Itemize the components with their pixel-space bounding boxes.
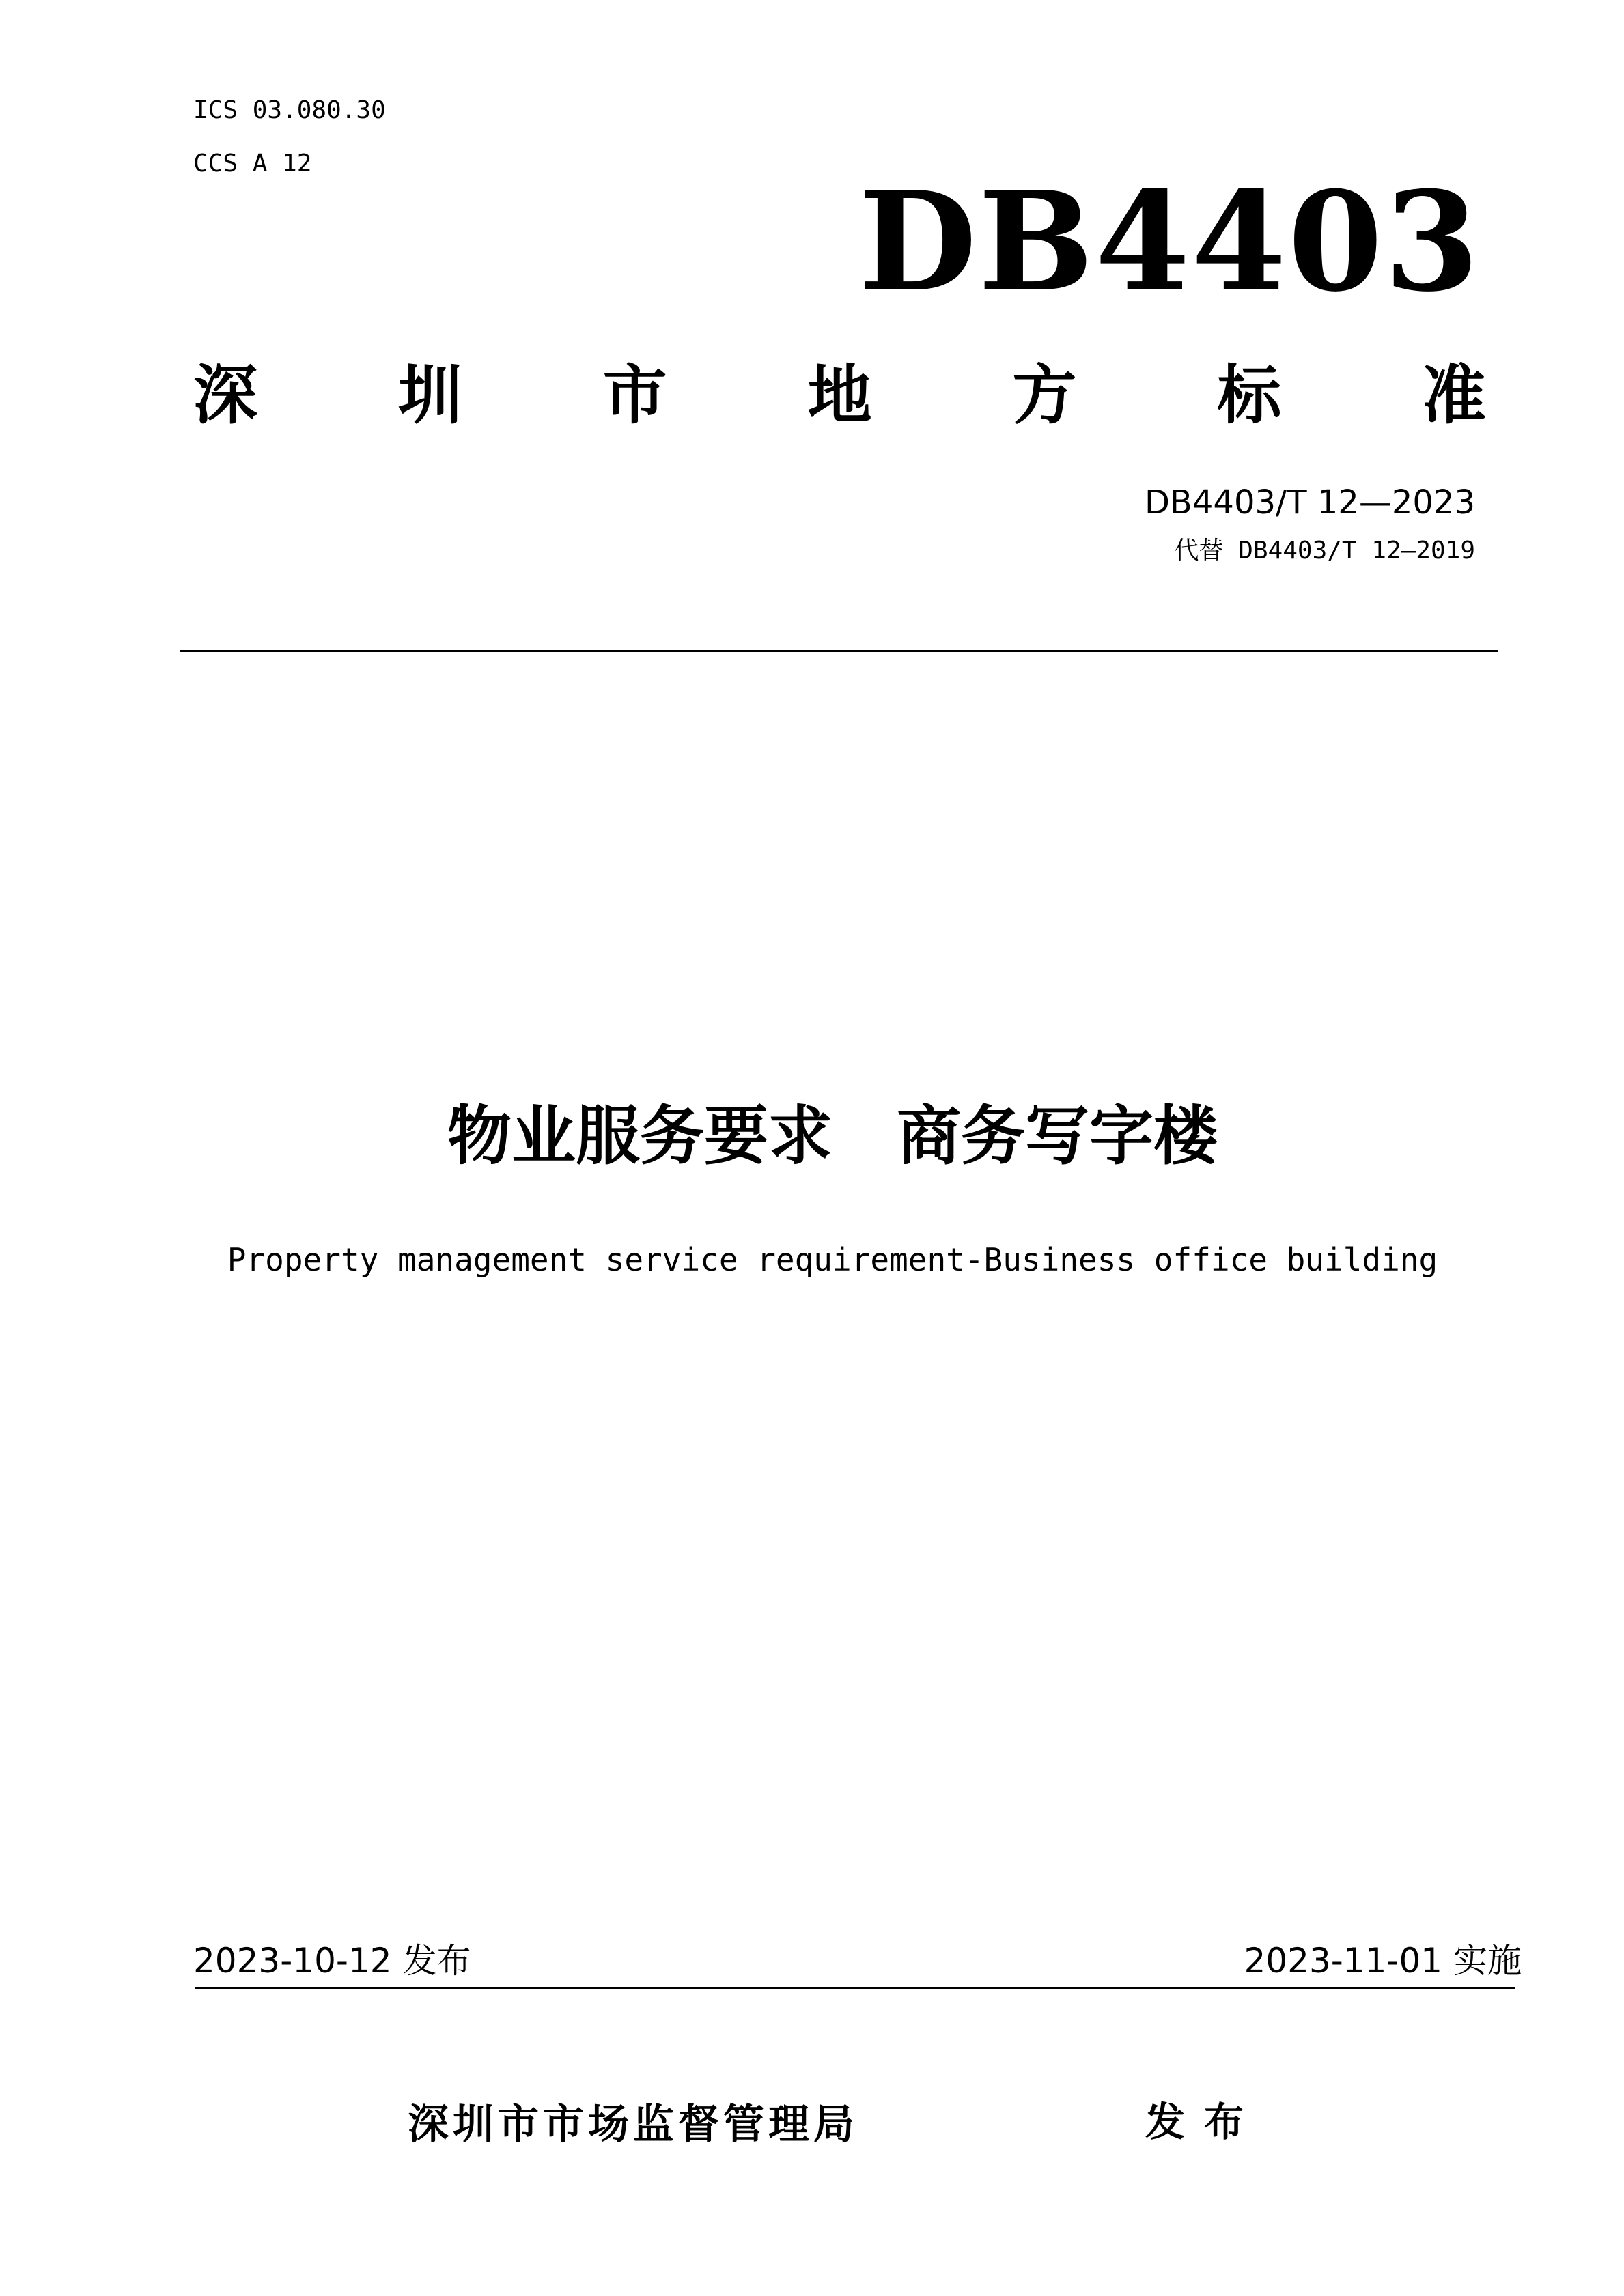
header-divider <box>180 650 1498 652</box>
standard-type-heading <box>193 358 1486 434</box>
issuing-authority: 深圳市市场监督管理局 <box>408 2101 858 2149</box>
standard-type-char: 标 <box>1217 358 1282 433</box>
replaces-standard: 代替 DB4403/T 12—2019 <box>1174 537 1475 565</box>
standard-type-char: 圳 <box>397 358 462 433</box>
standard-type-char: 方 <box>1012 358 1077 433</box>
standard-type-char: 市 <box>602 358 667 433</box>
issue-label: 发布 <box>1145 2099 1263 2145</box>
issue-date: 2023-10-12 发布 <box>193 1941 471 1981</box>
ccs-code: CCS A 12 <box>193 150 312 178</box>
implementation-date: 2023-11-01 实施 <box>1244 1941 1522 1981</box>
footer-divider <box>195 1987 1515 1989</box>
standard-code-logo: DB4403 <box>858 162 1481 322</box>
ics-code: ICS 03.080.30 <box>193 96 386 124</box>
document-title-english: Property management service requirement-Business office building <box>227 1241 1438 1278</box>
standard-type-char: 地 <box>807 358 872 433</box>
standard-type-char: 准 <box>1421 358 1486 433</box>
standard-type-char: 深 <box>193 358 258 433</box>
document-title-chinese: 物业服务要求 商务写字楼 <box>447 1099 1218 1174</box>
standard-number: DB4403/T 12—2023 <box>1144 483 1475 522</box>
